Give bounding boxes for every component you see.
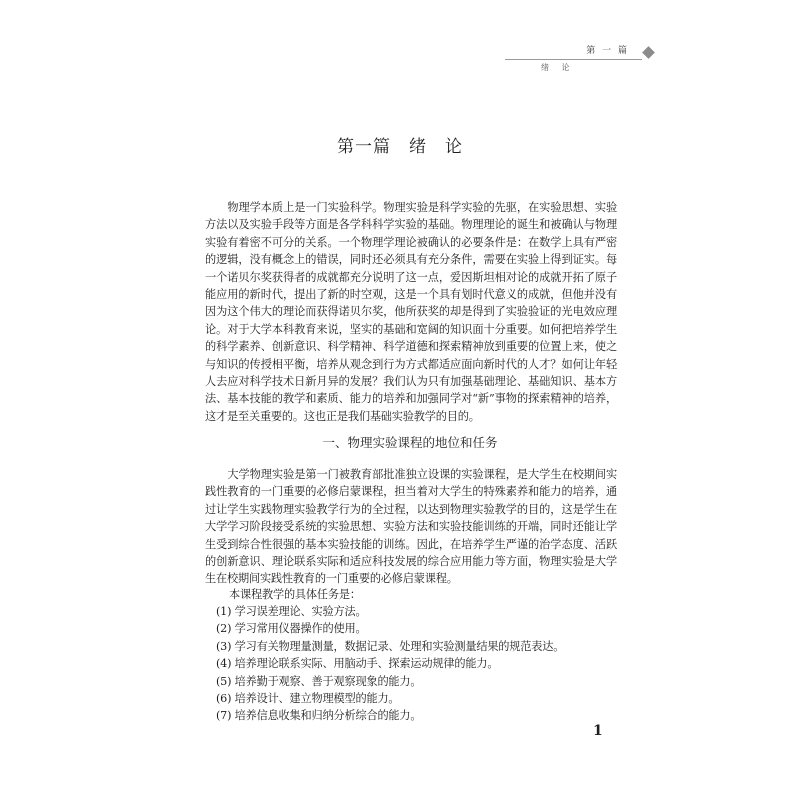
task-item: (1) 学习误差理论、实验方法。: [216, 605, 367, 618]
task-item: (7) 培养信息收集和归纳分析综合的能力。: [216, 709, 422, 723]
page-number: 1: [593, 723, 603, 739]
running-header-section: 绪 论: [541, 63, 575, 72]
task-list: [216, 603, 564, 725]
task-item: (5) 培养勤于观察、善于观察现象的能力。: [216, 674, 422, 688]
task-item: (6) 培养设计、建立物理模型的能力。: [216, 692, 400, 706]
running-header: [505, 40, 655, 76]
running-header-part: 第 一 篇: [586, 46, 629, 56]
section-heading: 一、物理实验课程的地位和任务: [322, 435, 498, 450]
task-item: (4) 培养理论联系实际、用脑动手、探索运动规律的能力。: [216, 657, 499, 671]
chapter-title: 第一篇 绪 论: [337, 137, 463, 157]
header-rule: [505, 59, 642, 60]
intro-paragraph: 物理学本质上是一门实验科学。物理实验是科学实验的先驱，在实验思想、实验方法以及实验手段等方面是各学科科学实验的基础。物理理论的诞生和被确认与物理实验有着密不可分的关系。一个物理学理论被确认的必要条件是：在数学上具有严密的逻辑，没有概念上的错误，同时还必须具有充分条件，需要在实验上得到证实。每一个诺贝尔奖获得者的成就都充分说明了这一点，爱因斯坦相对论的成就开拓了原子能应用的新时代，提出了新的时空观，这是一个具有划时代意义的成就，但他并没有因为这个伟大的理论而获得诺贝尔奖，他所获奖的却是得到了实验验证的光电效应理论。对于大学本科教育来说，坚实的基础和宽阔的知识面十分重要。如何把培养学生的科学素养、创新意识、科学精神、科学道德和探索精神放到重要的位置上来，使之与知识的传授相平衡，培养从观念到行为方式都适应面向新时代的人才？如何让年轻人去应对科学技术日新月异的发展？我们认为只有加强基础理论、基础知识、基本方法、基本技能的教学和素质、能力的培养和加强同学对“新”事物的探索精神的培养，这才是至关重要的。这也正是我们基础实验教学的目的。: [205, 201, 617, 423]
task-item: (3) 学习有关物理量测量，数据记录、处理和实验测量结果的规范表达。: [216, 639, 565, 653]
section-paragraph: 大学物理实验是第一门被教育部批准独立设课的实验课程，是大学生在校期间实践性教育的一门重要的必修启蒙课程，担当着对大学生的特殊素养和能力的培养，通过让学生实践物理实验教学行为的全过程，以达到物理实验教学的目的，这是学生在大学学习阶段接受系统的实验思想、实验方法和实验技能训练的开端，同时还能让学生受到综合性很强的基本实验技能的训练。因此，在培养学生严谨的治学态度、活跃的创新意识、理论联系实际和适应科技发展的综合应用能力等方面，物理实验是大学生在校期间实践性教育的一门重要的必修启蒙课程。: [205, 468, 617, 586]
task-item: (2) 学习常用仪器操作的使用。: [216, 622, 367, 636]
tasks-intro: 本课程教学的具体任务是：: [229, 588, 361, 601]
diamond-icon: [642, 46, 655, 59]
